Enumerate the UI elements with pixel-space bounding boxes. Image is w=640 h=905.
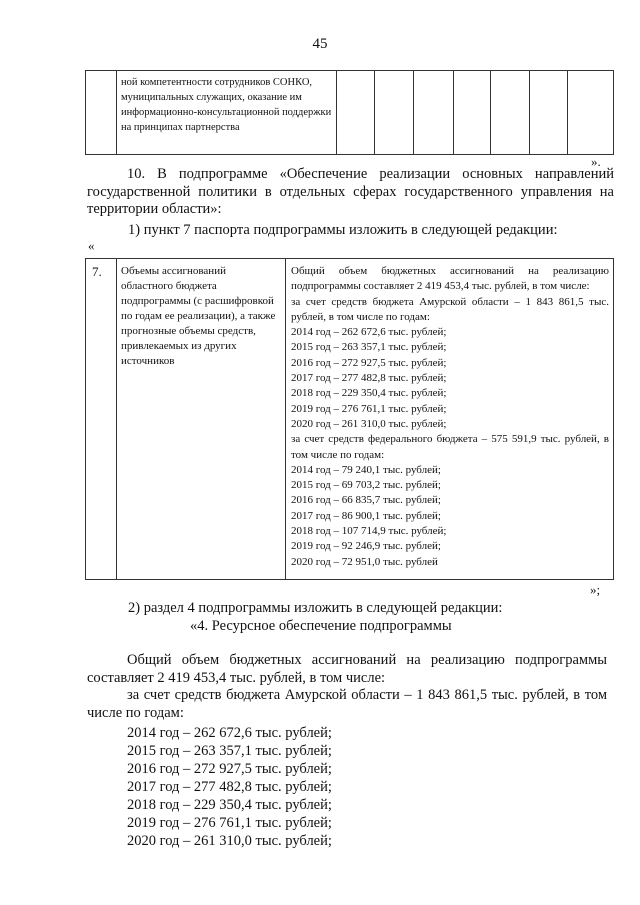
body-year-line: 2014 год – 262 672,6 тыс. рублей; xyxy=(127,725,332,741)
top-table-cell-text: ной компетентности сотрудников СОНКО, муниципальных служащих, оказание им информационно-консультационной поддержки на принципах партнерства xyxy=(121,77,332,133)
closing-quote: »; xyxy=(590,582,601,597)
body-total-paragraph: Общий объем бюджетных ассигнований на реализацию подпрограммы составляет 2 419 453,4 тыс. рублей, в том числе: xyxy=(87,652,607,686)
passport-federal-year: 2017 год – 86 900,1 тыс. рублей; xyxy=(291,509,441,522)
passport-regional-year: 2019 год – 276 761,1 тыс. рублей; xyxy=(291,402,447,415)
passport-row-label: Объемы ассигнований областного бюджета подпрограммы (с расшифровкой по годам ее реализации), а также прогнозные объемы средств, привлекаемых из других источников xyxy=(121,265,276,367)
passport-row-number: 7. xyxy=(92,264,102,279)
table-divider xyxy=(116,71,117,154)
paragraph-10: 10. В подпрограмме «Обеспечение реализации основных направлений государственной политики в отдельных сферах государственного управления на территории области»: xyxy=(87,166,614,217)
table-divider xyxy=(116,259,117,579)
passport-federal-year: 2019 год – 92 246,9 тыс. рублей; xyxy=(291,540,441,553)
passport-federal-year: 2018 год – 107 714,9 тыс. рублей; xyxy=(291,525,447,538)
table-divider xyxy=(453,71,454,154)
top-table-fragment xyxy=(85,70,614,155)
passport-row-content xyxy=(291,264,609,570)
passport-regional-year: 2014 год – 262 672,6 тыс. рублей; xyxy=(291,326,447,339)
body-year-line: 2016 год – 272 927,5 тыс. рублей; xyxy=(127,761,332,777)
body-years-list xyxy=(127,724,332,850)
body-year-line: 2020 год – 261 310,0 тыс. рублей; xyxy=(127,833,332,849)
body-year-line: 2019 год – 276 761,1 тыс. рублей; xyxy=(127,815,332,831)
page-number: 45 xyxy=(312,36,328,52)
body-year-line: 2017 год – 277 482,8 тыс. рублей; xyxy=(127,779,332,795)
opening-quote: « xyxy=(88,238,95,253)
passport-regional-year: 2016 год – 272 927,5 тыс. рублей; xyxy=(291,356,447,369)
section-title: «4. Ресурсное обеспечение подпрограммы xyxy=(190,618,452,634)
passport-regional-year: 2015 год – 263 357,1 тыс. рублей; xyxy=(291,341,447,354)
passport-total: Общий объем бюджетных ассигнований на реализацию подпрограммы составляет 2 419 453,4 тыс. рублей, в том числе: xyxy=(291,265,609,293)
body-regional-intro: за счет средств бюджета Амурской области – 1 843 861,5 тыс. рублей, в том числе по годам: xyxy=(87,687,607,721)
table-divider xyxy=(567,71,568,154)
passport-regional-intro: за счет средств бюджета Амурской области – 1 843 861,5 тыс. рублей, в том числе по годам: xyxy=(291,295,609,323)
closing-quote: ». xyxy=(591,154,601,169)
passport-regional-year: 2018 год – 229 350,4 тыс. рублей; xyxy=(291,387,447,400)
body-year-line: 2015 год – 263 357,1 тыс. рублей; xyxy=(127,743,332,759)
table-divider xyxy=(374,71,375,154)
table-divider xyxy=(529,71,530,154)
passport-federal-intro: за счет средств федерального бюджета – 575 591,9 тыс. рублей, в том числе по годам: xyxy=(291,433,609,461)
table-divider xyxy=(285,259,286,579)
passport-regional-year: 2017 год – 277 482,8 тыс. рублей; xyxy=(291,372,447,385)
passport-regional-year: 2020 год – 261 310,0 тыс. рублей; xyxy=(291,417,447,430)
passport-table xyxy=(85,258,614,580)
body-year-line: 2018 год – 229 350,4 тыс. рублей; xyxy=(127,797,332,813)
passport-federal-year: 2015 год – 69 703,2 тыс. рублей; xyxy=(291,479,441,492)
paragraph-item-2: 2) раздел 4 подпрограммы изложить в следующей редакции: xyxy=(128,600,503,616)
paragraph-item-1: 1) пункт 7 паспорта подпрограммы изложить в следующей редакции: xyxy=(128,222,558,238)
table-divider xyxy=(490,71,491,154)
passport-federal-year: 2020 год – 72 951,0 тыс. рублей xyxy=(291,555,438,568)
passport-federal-year: 2014 год – 79 240,1 тыс. рублей; xyxy=(291,463,441,476)
passport-federal-year: 2016 год – 66 835,7 тыс. рублей; xyxy=(291,494,441,507)
table-divider xyxy=(413,71,414,154)
